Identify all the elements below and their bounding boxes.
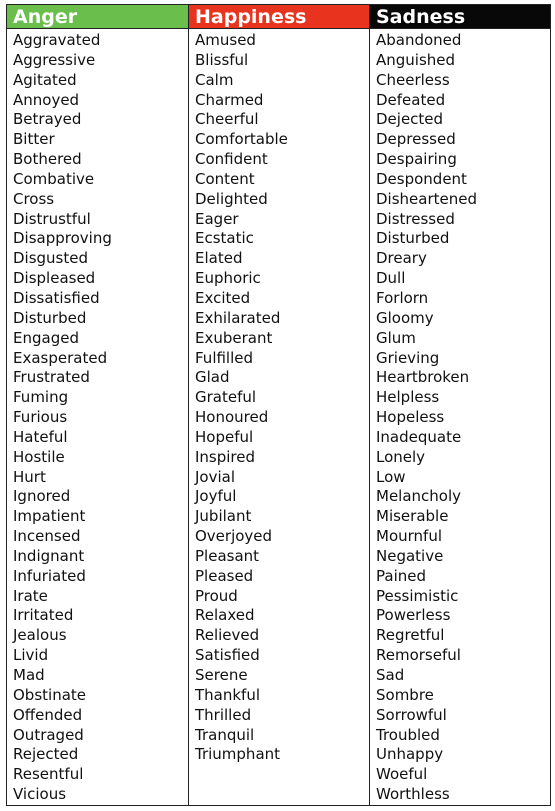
word-item: Agitated: [13, 70, 77, 89]
word-item: Jealous: [13, 626, 67, 645]
word-item: Joyful: [195, 487, 237, 506]
word-item: Defeated: [376, 90, 446, 109]
word-item: Comfortable: [195, 130, 288, 149]
word-item: Pained: [376, 566, 426, 585]
word-item: Cheerless: [376, 70, 450, 89]
word-item: Betrayed: [13, 110, 82, 129]
word-item: Bothered: [13, 150, 82, 169]
word-item: Disturbed: [376, 229, 450, 248]
happiness-word-list: [189, 29, 369, 765]
word-item: Exhilarated: [195, 308, 281, 327]
word-item: Charmed: [195, 90, 264, 109]
word-item: Rejected: [13, 745, 79, 764]
word-item: Woeful: [376, 765, 428, 784]
word-item: Impatient: [13, 507, 86, 526]
word-item: Hostile: [13, 447, 65, 466]
word-item: Low: [376, 467, 406, 486]
word-item: Incensed: [13, 527, 81, 546]
sadness-word-list: [370, 29, 550, 805]
word-item: Glad: [195, 368, 230, 387]
word-item: Troubled: [376, 725, 440, 744]
word-item: Thankful: [195, 685, 261, 704]
word-item: Vicious: [13, 785, 67, 804]
word-item: Combative: [13, 169, 95, 188]
word-item: Disheartened: [376, 189, 477, 208]
word-item: Eager: [195, 209, 239, 228]
word-item: Ecstatic: [195, 229, 254, 248]
sadness-header: Sadness: [370, 5, 550, 29]
word-item: Confident: [195, 150, 268, 169]
word-item: Pleased: [195, 566, 254, 585]
word-item: Serene: [195, 666, 248, 684]
word-item: Offended: [13, 705, 83, 724]
word-item: Glum: [376, 328, 416, 347]
word-item: Powerless: [376, 606, 451, 625]
word-item: Elated: [195, 249, 243, 268]
word-item: Amused: [195, 31, 256, 49]
word-item: Disgusted: [13, 249, 89, 268]
happiness-header: Happiness: [189, 5, 369, 29]
word-item: Abandoned: [376, 31, 462, 49]
word-item: Delighted: [195, 189, 268, 208]
word-item: Exasperated: [13, 348, 108, 367]
word-item: Tranquil: [195, 725, 255, 744]
word-item: Mournful: [376, 527, 442, 546]
word-item: Disapproving: [13, 229, 112, 248]
word-item: Content: [195, 169, 255, 188]
word-item: Despondent: [376, 169, 467, 188]
word-item: Sad: [376, 666, 405, 684]
word-item: Hateful: [13, 427, 68, 446]
word-item: Pessimistic: [376, 586, 459, 605]
word-item: Aggressive: [13, 50, 96, 69]
word-item: Annoyed: [13, 90, 80, 109]
word-item: Hurt: [13, 467, 46, 486]
word-item: Hopeful: [195, 427, 254, 446]
word-item: Furious: [13, 408, 68, 427]
word-item: Lonely: [376, 447, 426, 466]
word-item: Miserable: [376, 507, 449, 526]
word-item: Aggravated: [13, 31, 101, 49]
word-item: Irritated: [13, 606, 74, 625]
word-item: Dejected: [376, 110, 444, 129]
emotion-words-table: [6, 4, 551, 806]
word-item: Frustrated: [13, 368, 90, 387]
word-item: Mad: [13, 666, 45, 684]
word-item: Relaxed: [195, 606, 255, 625]
word-item: Irate: [13, 586, 48, 605]
word-item: Inspired: [195, 447, 256, 466]
word-item: Calm: [195, 70, 234, 89]
word-item: Sorrowful: [376, 705, 447, 724]
word-item: Displeased: [13, 269, 96, 288]
word-item: Remorseful: [376, 646, 461, 665]
word-item: Distressed: [376, 209, 455, 228]
happiness-column: [188, 5, 369, 805]
word-item: Exuberant: [195, 328, 273, 347]
word-item: Jovial: [195, 467, 236, 486]
word-item: Fuming: [13, 388, 69, 407]
word-item: Gloomy: [376, 308, 434, 327]
word-item: Triumphant: [195, 745, 281, 764]
word-item: Hopeless: [376, 408, 445, 427]
word-item: Cross: [13, 189, 55, 208]
word-item: Grateful: [195, 388, 257, 407]
word-item: Proud: [195, 586, 238, 605]
word-item: Outraged: [13, 725, 84, 744]
word-item: Negative: [376, 546, 444, 565]
anger-word-list: [7, 29, 188, 805]
word-item: Bitter: [13, 130, 55, 149]
anger-column: [7, 5, 188, 805]
word-item: Grieving: [376, 348, 440, 367]
word-item: Engaged: [13, 328, 79, 347]
word-item: Disturbed: [13, 308, 87, 327]
word-item: Dissatisfied: [13, 288, 100, 307]
word-item: Blissful: [195, 50, 249, 69]
word-item: Relieved: [195, 626, 260, 645]
word-item: Helpless: [376, 388, 440, 407]
word-item: Obstinate: [13, 685, 87, 704]
sadness-column: [369, 5, 550, 805]
word-item: Distrustful: [13, 209, 91, 228]
word-item: Thrilled: [195, 705, 252, 724]
word-item: Cheerful: [195, 110, 259, 129]
word-item: Worthless: [376, 785, 450, 804]
word-item: Resentful: [13, 765, 84, 784]
word-item: Melancholy: [376, 487, 462, 506]
word-item: Overjoyed: [195, 527, 273, 546]
word-item: Fulfilled: [195, 348, 254, 367]
word-item: Sombre: [376, 685, 434, 704]
word-item: Inadequate: [376, 427, 462, 446]
word-item: Ignored: [13, 487, 71, 506]
word-item: Depressed: [376, 130, 456, 149]
word-item: Unhappy: [376, 745, 444, 764]
word-item: Livid: [13, 646, 49, 665]
word-item: Forlorn: [376, 288, 429, 307]
word-item: Jubilant: [195, 507, 252, 526]
word-item: Anguished: [376, 50, 456, 69]
word-item: Indignant: [13, 546, 85, 565]
word-item: Satisfied: [195, 646, 260, 665]
anger-header: Anger: [7, 5, 188, 29]
word-item: Regretful: [376, 626, 445, 645]
word-item: Excited: [195, 288, 251, 307]
word-item: Dreary: [376, 249, 427, 268]
word-item: Heartbroken: [376, 368, 470, 387]
word-item: Dull: [376, 269, 406, 288]
word-item: Euphoric: [195, 269, 261, 288]
word-item: Pleasant: [195, 546, 260, 565]
word-item: Despairing: [376, 150, 457, 169]
word-item: Infuriated: [13, 566, 86, 585]
word-item: Honoured: [195, 408, 269, 427]
